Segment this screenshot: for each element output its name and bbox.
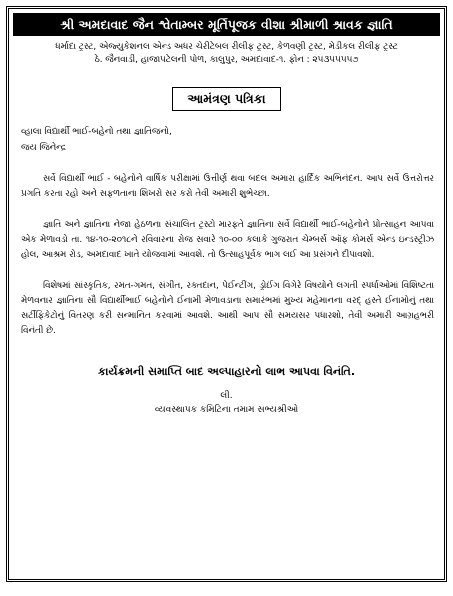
invitation-card: [6, 6, 447, 582]
org-title: શ્રી અમદાવાદ જૈન શ્વેતામ્બર મૂર્તિપૂજક વીશા શ્રીમાળી શ્રાવક જ્ઞાતિ: [13, 13, 440, 36]
salutation: વ્હાલા વિદ્યાર્થી ભાઈ-બહેનો તથા જ્ઞાતિજનો,: [21, 127, 172, 137]
signatory: વ્યવસ્થાપક કમિટિના તમામ સભ્યશ્રીઓ: [154, 405, 299, 415]
paragraph-event-details: જ્ઞાતિ અને જ્ઞાતિના નેજા હેઠળના સંચાલિત ટ્રસ્ટો મારફતે જ્ઞાતિના સર્વે વિદ્યાર્થી ભાઈ-બહેનોને પ્રોત્સાહન આપવા એક મેળાવડો તા. ૧૪-૧૦-૨૦૧૮ને રવિવારના રોજ સવારે ૧૦-૦૦ કલાકે ગુજરાત ચેમ્બર્સ ઑફ કોમર્સ એન્ડ ઇન્ડસ્ટ્રીઝ હોલ, આશ્રમ રોડ, અમદાવાદ ખાતે યોજવામાં આવશે. તો ઉત્સાહપૂર્વક ભાગ લઈ આ પ્રસંગને દીપાવશો.: [21, 220, 434, 260]
letter-body: [9, 125, 444, 339]
signoff-li: લી.: [220, 391, 233, 401]
paragraph-congratulations: સર્વે વિદ્યાર્થી ભાઈ - બહેનોને વાર્ષિક પરીક્ષામાં ઉત્તીર્ણ થવા બદલ અમારા હાર્દિક અભિનંદન. આપ સર્વે ઉત્તરોત્તર પ્રગતિ કરતા રહો અને સફળતાના શિખરો સર કરો તેવી અમારી શુભેચ્છા.: [21, 174, 434, 199]
title-wrap: [9, 87, 444, 111]
paragraph-awards: વિશેષમાં સાંસ્કૃતિક, રમત-ગમત, સંગીત, રક્તદાન, પેઈન્ટીંગ, ડ્રોઈંગ વિગેરે વિષયોને લગતી સ્પર્ધાઓમાં વિશિષ્ટતા મેળવનાર જ્ઞાતિના સૌ વિદ્યાર્થીભાઈ બહેનોને ઈનામી મેળાવડાના સમારંભમાં મુખ્ય મહેમાનના વરદ્ હસ્તે ઈનામોનું તથા સર્ટીફિકેટોનું વિતરણ કરી સન્માનિત કરવામાં આવશે. આથી આપ સૌ સમયસર પધારશો, તેવી અમારી આગ્રહભરી વિનંતી છે.: [21, 281, 434, 336]
closing-request: કાર્યક્રમની સમાપ્તિ બાદ અલ્પાહારનો લાભ આપવા વિનંતિ.: [97, 365, 356, 378]
invitation-title: આમંત્રણ પત્રિકા: [172, 87, 280, 111]
greeting-jai-jinendra: જય જિનેન્દ્ર: [21, 143, 66, 153]
address-line: ઠે. જૈનવાડી, હાજાપટેલની પોળ, કાલુપુર, અમદાવાદ-૧. ફોન : ૨૫૩૫૫૫૫૭: [94, 55, 359, 65]
trusts-line: ધર્માદા ટ્રસ્ટ, એજ્યુકેશનલ એન્ડ અધર ચેરીટેબલ રીલીફ ટ્રસ્ટ, કેળવણી ટ્રસ્ટ, મેડીકલ રીલીફ ટ્રસ્ટ: [55, 42, 398, 52]
